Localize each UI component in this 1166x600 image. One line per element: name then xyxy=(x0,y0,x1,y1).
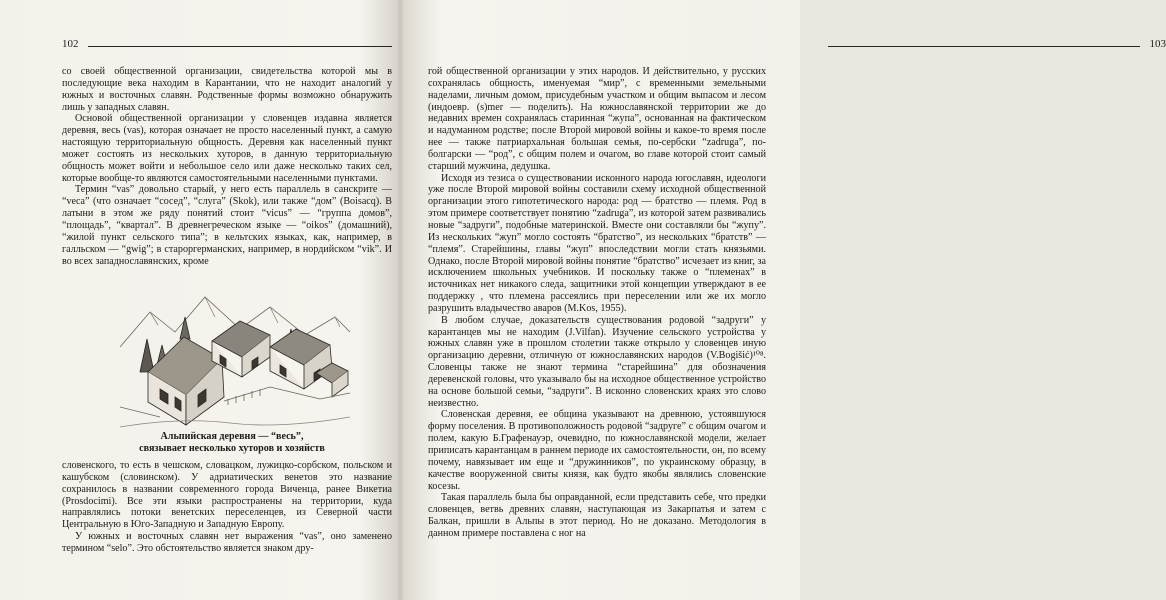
paragraph: словенского, то есть в чешском, словацком, лужицко-сорбском, польском и кашубском (словинском). У адриатических венетов это название сохранилось в названии современного города Виченца, ранее Викетиа (Prosdocimi). Все эти языки распространены на территории, куда направлялись потоки венетских переселенцев, из Северной части Центральную в Юго-Западную и Западную Европу. xyxy=(62,460,392,531)
page-number: 102 xyxy=(62,38,79,50)
paragraph: Такая параллель была бы оправданной, если представить себе, что предки словенцев, ветвь древних славян, наступающая из Закарпатья и затем с Балкан, пришли в Альпы в этот период. Но не доказано. Методология в данном примере поставлена с ног на xyxy=(428,492,766,539)
figure-caption-line: Альпийская деревня — “весь”, xyxy=(160,431,304,442)
figure-caption-line: связывает несколько хуторов и хозяйств xyxy=(139,443,325,454)
figure-caption xyxy=(72,431,392,455)
header-rule xyxy=(828,46,1140,47)
left-text-bottom xyxy=(62,460,392,555)
paragraph: Словенская деревня, ее община указывают на древнюю, устоявшуюся форму поселения. В противоположность родовой “задруге” с общим очагом и полем, какую Б.Графенауэр, очевидно, по южнославянской модели, желает приписать карантанцам в раннем периоде их самостоятельности, он, по всему почему, навязывает им еще и “дружинников”, по украинскому образцу, в качестве вооруженной свиты князя, как будто якобы являлись словенские косезы. xyxy=(428,409,766,492)
paragraph: Термин “vas” довольно старый, у него есть параллель в санскрите — “veca” (что означает “сосед”, “слуга” (Skok), или также “дом” (Boisacq). В латыни в этом же ряду понятий стоит “vicus” — “группа домов”, “площадь”, “квартал”. В древнегреческом языке — “oikos” (домашний), “жилой пункт сельского типа”; в кельтских языках, как, например, в галльском — “gwig”; в староргерманских, например, в нордийском “vik”. И во всех западнославянских, кроме xyxy=(62,184,392,267)
right-text xyxy=(428,66,766,540)
paragraph: Исходя из тезиса о существовании исконного народа югославян, идеологи уже после Второй мировой войны составили схему исходной общественной организации этого гипотетического народа: род — братство — племя. Род в этом примере соответствует понятию “zadruga”, из которой затем развивались новые “задруги”, подобные материнской. Вместе они составляли бы “жупу”. Из нескольких “жуп” могло состоять “братство”, из нескольких “братств” — “племя”. Старейшины, главы “жуп” впоследствии могли стать князьями. Однако, после Второй мировой войны понятие “братство” исчезает из книг, за исключением школьных учебников. И поскольку также о “племенах” в источниках нет никакого следа, защитники этой концепции утверждают в ее поддержку , что племена рассеялись при переселении или же их могло разрушить владычество аваров (M.Kos, 1955). xyxy=(428,172,766,314)
page-number: 103 xyxy=(1149,38,1166,50)
right-page xyxy=(400,0,1166,600)
paragraph: со своей общественной организации, свидетельства которой мы в последующие века находим в Карантании, что не находит аналогий у южных и восточных славян. Родственные формы возможно обнаружить лишь у западных славян. xyxy=(62,66,392,113)
alpine-village-illustration xyxy=(120,277,350,429)
paragraph: Основой общественной организации у словенцев издавна является деревня, весь (vas), которая означает не просто населенный пункт, а самую настоящую территориальную общность. Деревня как населенный пункт может состоять из нескольких хуторов, в данную территориальную общность может войти и небольшое село или даже несколько таких сел, которые вообще-то являются самостоятельными населенными пунктами. xyxy=(62,113,392,184)
left-page xyxy=(0,0,400,600)
paragraph: В любом случае, доказательств существования родовой “задруги” у карантанцев мы не находим (J.Vilfan). Изучение сельского устройства у южных славян уже в прошлом столетии также открыло у словенцев иную организацию деревни, отличную от южнославянских народов (V.Bogišić)¹⁰⁸. Словенцы также не знают термина “старейшина” для обозначения деревенской головы, что указывало бы на исходное общественное устройство на основе большой семьи, “задруги”. В исконно словенских краях это слово неизвестно. xyxy=(428,314,766,409)
paragraph: гой общественной организации у этих народов. И действительно, у русских сохранялась общность, именуемая “мир”, с временными земельными наделами, личным домом, присудебным участком и общим выпасом и лесом (индоевр. (s)mer — поделить). На южнославянской территории же до недавних времен сохранялась старинная “жупа”, основанная на фактическом и надуманном родстве; после Второй мировой войны и какое-то время после нее — также патриархальная большая семья, по-сербски “zadruga”, по-болгарски — “род”, с общим полем и очагом, во главе которой стоит самый старший мужчина, дедушка. xyxy=(428,66,766,172)
header-rule xyxy=(88,46,392,47)
left-text-top xyxy=(62,66,392,267)
paragraph: У южных и восточных славян нет выражения “vas”, оно заменено термином “selo”. Это обстоятельство является знаком дру- xyxy=(62,531,392,554)
